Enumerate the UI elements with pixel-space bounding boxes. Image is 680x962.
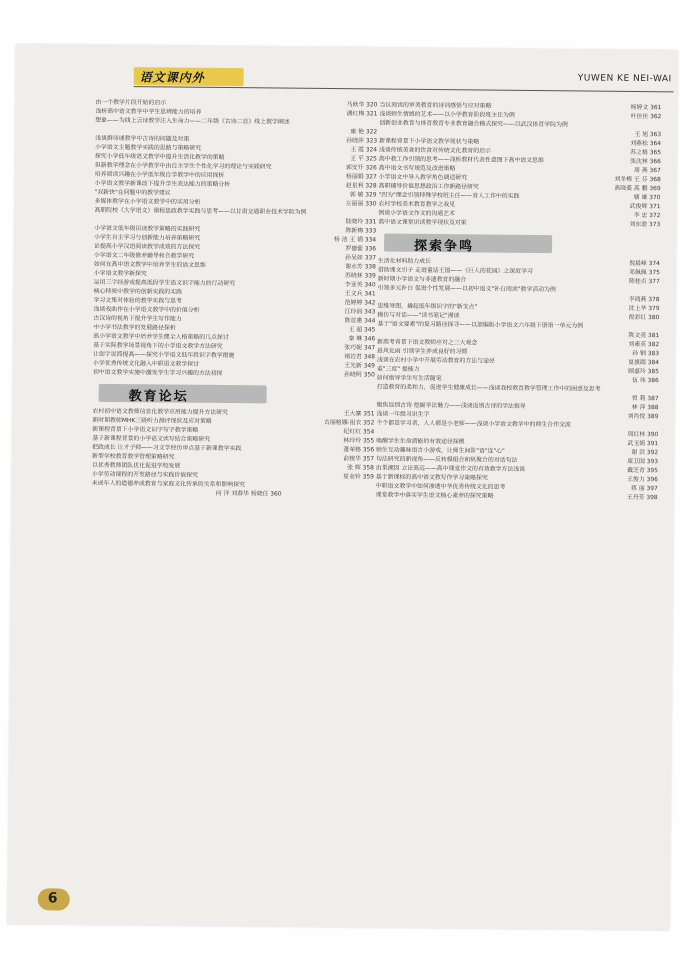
toc-authors: 何 洋 刘春华 杨晓任 360 [215,490,282,498]
header-divider [134,86,674,92]
toc-entry-title: 新课程背景下小学语文识字写字教学策略 [92,426,199,434]
toc-entry-title: 重"三度" 提能力 [376,366,420,373]
toc-entry-author-page: 陈文亮 381 [628,332,660,340]
toc-entry-title: 浅谈戏曲作在小学语文教学中的价值分析 [93,306,200,314]
toc-entry-title: 高职院校《大学语文》课程思政教学实践与思考——以甘肃交通职业技术学院为例 [94,207,307,216]
toc-entry-author-page: 沈上华 379 [628,305,660,313]
toc-entry-author-page: 倪晨峰 374 [629,260,660,268]
toc-entry-author-page: 李 忠 372 [633,212,661,220]
section-title: 教育论坛 [128,389,189,405]
toc-entry-author-page: 高晓菱 高 鹏 369 [614,185,661,193]
toc-entry-author-page: 潘红梅 321 [346,111,378,118]
toc-entry-author-page: 邓佩佩 375 [629,269,660,277]
page-number-badge [38,888,70,910]
toc-entry-title: 把政成长 让才子师——习文学经历审点基于新课教学实践 [92,444,242,453]
toc-entry-title: 小学优秀传统文化融入中职语文教学探讨 [92,360,199,368]
toc-entry-author-page: 杨 洁 王 娟 334 [333,237,377,244]
toc-entry-author-page: 辖 雄 370 [633,194,661,202]
toc-entry-title: 农村初中语文教师信息化教学应用能力提升方法研究 [92,408,228,417]
toc-entry-title: 农村学校美术教育教学之我见 [378,201,456,209]
toc-entry-author-page: 郭安开 326 [345,165,377,172]
toc-entry-author-page: 王 旭 363 [634,131,662,139]
toc-entry-author-page: 王俊力 396 [627,476,658,484]
toc-entry-author-page: 陈新梅 333 [345,228,377,235]
toc-entry-author-page: 古丽格娜·祖衣 352 [324,419,375,427]
toc-entry-title: 例谈小学语文作文的沟通艺术 [378,210,455,218]
toc-entry-title: 创新创业教育与体育教育专业教育融合模式探究——以武汉体育学院为例 [379,120,568,129]
toc-entry-author-page: 林玲玲 355 [343,438,375,445]
toc-entry-title: 小学语文教学新课改下提升学生表达能力的策略分析 [94,180,231,189]
toc-entry-author-page: 左丽丽 330 [345,201,377,208]
toc-list-left-2 [92,408,379,492]
toc-entry-author-page: 刘肖悦 389 [627,413,659,421]
toc-entry-title: 由一个教学片段开始的启示 [95,99,167,107]
toc-entry-title: 思维导图，撬起低年级识字的"新支点" [377,303,478,311]
toc-entry-title: 课堂教学中落实学生语文核心素养的探究策略 [375,492,494,500]
toc-entry-author-page: 苏晓林 339 [344,273,376,280]
toc-entry-author-page: 杨婷文 361 [630,104,662,112]
toc-entry-author-page: 孙吴如 337 [345,255,376,262]
toc-entry-title: 小学语文中导入教学角色调适研究 [378,174,468,182]
logo-text: 语文课内外 [139,70,205,85]
toc-entry-author-page: 林 萍 388 [631,404,659,412]
toc-entry-title: 模仿与对话——"读书笔记"漫谈 [377,312,460,320]
toc-entry-title: 如何指导学生写生活随笔 [376,375,442,383]
toc-entry-title: 小学语文主题教学实践的思路与策略研究 [94,144,202,152]
toc-entry-title: 打造教育的柔和力，促进学生健康成长——浅谈我校教育教学管理工作中的困惑及思考 [376,384,601,393]
toc-entry-title: 新时期小学语文与非遗教育的融合 [377,276,467,284]
toc-entry [93,369,379,381]
magazine-logo [134,67,244,86]
toc-entry-author-page: 王 平 325 [350,156,377,163]
toc-entry-title: 借助课文引子 走进童话王国——《巨人的花园》之深度学习 [377,267,533,275]
toc-right-column [376,101,666,503]
toc-entry-title: 新高考背景下语文教师应对之三大观念 [377,339,478,347]
toc-entry-author-page: 王丹芳 398 [626,494,658,502]
toc-entry [378,218,664,230]
toc-entry [376,491,662,503]
toc-entry-author-page: 王文兵 341 [344,291,376,298]
toc-entry-author-page: 谢水芳 338 [345,264,376,271]
toc-entry-author-page: 伍 伟 386 [631,377,659,385]
toc-entry-author-page: 张巧妮 347 [344,345,376,352]
toc-entry-author-page: 孙 钢 383 [632,350,660,358]
toc-entry-author-page: 武玉娟 391 [627,440,659,448]
toc-entry-author-page: 杨丽娟 327 [345,174,377,181]
section-heading-edu [99,384,267,404]
toc-entry-author-page: 马秋华 320 [346,102,378,109]
toc-entry-author-page: 王 超 345 [348,327,376,334]
toc-entry-author-page: 褚岩君 348 [344,354,376,361]
toc-entry-author-page: 倪彩红 380 [628,314,660,322]
toc-entry-author-page: 俞棱华 357 [343,456,375,463]
toc-entry-title: 想象——为线上云诗教学注入生命力——二年级《古诗二首》线上教学阐述 [95,117,290,126]
toc-entry-title: 以优秀教师团队优化促进学校发展 [91,462,181,470]
toc-entry-title: 论提高小学汉语阅读教学成效的方法探究 [94,243,201,251]
toc-entry-title: 引领多元补白 促进个性发展——以初中语文"补白阅读"教学活动为例 [377,285,556,294]
toc-entry-title: 浅谈传统美食的饮食对传统文化教育的启示 [378,147,491,155]
toc-entry-title: 小学生自主学习与创新能力培养策略研究 [94,234,201,242]
toc-entry-title: 基于"语文要素"的复习路径探寻——以部编版小学语文六年级下册第一单元为例 [377,321,584,330]
toc-entry-title: 让创字说简提高——探究小学语文低年段识字教学措施 [92,351,235,360]
toc-entry-title: 多媒体教学在小学语文教学中的实用分析 [94,198,201,206]
toc-entry-title: 高小学语文教学中培养学生健全人格策略的几点探讨 [93,333,229,342]
toc-entry-author-page: 赵星利 328 [345,183,377,190]
toc-entry-title: 浅谈师生情感的艺术——以小学教育阶段班主任为例 [379,111,515,119]
toc-entry-title: 基于新课程背景的小学语文读写结合策略研究 [92,435,211,443]
toc-entry-title: 基于新课标的高中语文教写作学习策略探究 [375,474,488,482]
toc-entry-title: 高中语文课堂识读教学现状及对策 [378,219,467,227]
magazine-page [8,44,678,930]
toc-entry-title: 悬风化雨 引领学生养成良好的习惯 [377,348,468,356]
toc-entry-author-page: 陈首惠 344 [344,318,376,325]
toc-entry-author-page: 叶佳佳 362 [630,113,662,121]
toc-entry-author-page: 王光新 349 [344,363,375,370]
toc-entry-title: 中职语文教学中如何渗透中华优秀传统文化的思考 [375,483,506,491]
header-title: YUWEN KE NEI-WAI [577,73,672,85]
toc-entry-title: 小学语文低年级识读教学策略的实践研究 [94,225,201,233]
toc-entry-author-page: 董荣格 356 [343,447,375,454]
toc-entry-title: 学习文集对体验的教学实践与思考 [93,297,182,305]
toc-entry-author-page: 夏金铃 359 [343,474,374,481]
toc-left-column [92,99,382,504]
toc-entry-author-page: 刘东盈 373 [629,221,661,229]
toc-entry-author-page: 周红林 390 [627,431,659,439]
toc-entry-author-page: 范婷婷 342 [344,300,376,307]
toc-entry-author-page: 康 艳 322 [350,129,378,136]
toc-entry-title: 师生互动趣味语言小游戏，让师生间阶"语"连"心" [376,447,505,455]
toc-entry-title: 新课程背景下小学语文教学现状与策略 [379,138,480,146]
toc-entry-author-page: 秦 琳 346 [348,336,376,343]
toc-entry-title: 由果溯因 立论高远——高中课堂作文的有效教学方法浅谈 [375,465,526,473]
toc-entry-author-page: 张沈林 366 [630,158,661,166]
toc-entry-title: "双新快"在问题中的教学建议 [94,189,171,197]
toc-entry-title: 高职辅导价值思想政治工作新路径研究 [378,183,479,191]
toc-entry-title: 浅谈群诗诵教学中古诗的问题及对策 [95,135,190,143]
toc-entry-author-page: 周 燕 367 [633,167,661,175]
toc-entry-author-page: 罗德蕾 336 [345,246,377,253]
toc-entry-author-page: 戴芝青 395 [627,467,658,475]
toc-entry-title: 句法研究的新视角——反转模组合和纵聚合的对话句法 [375,456,518,464]
toc-entry-author-page: 江玲润 343 [344,309,376,316]
toc-entry [92,489,378,504]
page-number: 6 [47,890,58,907]
toc-entry-title: 初中语文教学实施中激发学生学习兴趣的方法初探 [92,369,223,377]
toc-entry-author-page: 曾 莉 387 [631,395,659,403]
toc-entry-author-page: 苏之格 365 [630,149,662,157]
toc-entry-title: 聚焦返别古诗 挖掘学法魅力——浅谈返别古诗的学法指导 [376,402,526,410]
toc-entry-title: 如何在高中语文教学中培养学生的语文思维 [93,261,206,269]
toc-entry-title: 浅谈一年级习识生字 [376,411,430,418]
toc-entry-title: 唤醒学生生命潜能的有效途径探微 [376,438,465,446]
toc-entry-author-page: 刘冬梅 王 芬 368 [614,176,661,184]
toc-entry-title: 培养阅读兴趣在小学低年级自学教学中的应用探析 [94,171,225,180]
toc-entry-author-page: 刘素英 382 [628,341,660,349]
toc-entry-title: 古汉诗的视角下提升学生写作能力 [93,315,182,323]
toc-entry-title: 未成年人的道德养成教育与家庭文化传承的关系和影响探究 [91,480,245,489]
toc-entry-author-page: 武俊辉 371 [629,203,661,211]
toc-entry-author-page: 李亚英 340 [344,282,376,289]
toc-entry-author-page: 孙晓萍 323 [346,138,378,145]
toc-entry-title: 高中教工作引领的思考——浅析教材代表性意图下高中语文思维 [378,156,544,165]
toc-entry-title: 生活化材料助力成长 [377,258,431,265]
toc-entry-title: 但新教学理念在小学教学中由自主学生个性化学习的理论与实践研究 [94,162,272,171]
toc-entry-author-page: 夏旗圆 384 [628,359,659,367]
toc-entry-title: 基于实际教学场景视角下的小学语文教学方法研究 [93,342,223,350]
toc-entry-title: 浅谈在农村小学中开展劳动教育的方法与途径 [376,357,495,365]
toc-entry-author-page: 王大寨 351 [343,411,375,418]
toc-entry-title: 新型学校教育教学管理策略研究 [92,453,175,461]
toc-entry-title: "四为"理念引领特殊学校班主任——育人工作中的实践 [378,192,520,200]
toc-list-right [378,101,665,230]
toc-entry-author-page: 顾嘉玲 385 [628,368,659,376]
toc-entry-title: 浅析高中语文教学中学生思辨能力的培养 [95,108,202,116]
toc-entry-title: 中小学书法教学的发展路径探析 [93,324,176,332]
toc-entry-author-page: 纪红红 354 [343,429,375,436]
section-heading-explore [384,234,552,254]
toc-entry-title: 当议阅读的审美教育的诗词感悟与应对策略 [379,102,492,110]
toc-entry-author-page: 张 辉 358 [347,465,374,472]
toc-entry-author-page: 王 霞 324 [350,147,378,154]
toc-list-left [93,99,382,381]
toc-entry-title: 个个都是学习者，人人都是小老师——浅谈小学语文教学中的师生合作交流 [376,420,571,429]
page-header [16,44,678,90]
toc-entry-title: 新时期教师MHK三级听力测评现状及应对策略 [92,417,212,425]
toc-entry-author-page: 陈桂贞 377 [628,278,660,286]
toc-entry-title: 运用三字经游戏提高低段学生语文识字能力的行动研究 [93,279,236,288]
toc-entry-title: 高中语文书写规范及改进策略 [378,165,456,173]
toc-entry-title: 小学语文教学新探究 [93,270,147,278]
toc-entry-title: 小学语文二年级修养辅导和合教学研究 [93,252,195,260]
toc-entry-author-page: 谢 洪 392 [631,449,659,457]
toc-entry-author-page: 刘燕松 364 [630,140,662,148]
toc-entry-author-page: 李鸿燕 378 [628,296,660,304]
toc-entry-title: 核心特质中教学的创新实践的实践 [93,288,183,296]
toc-entry-author-page: 蒋 丽 397 [630,485,658,493]
toc-entry-author-page: 陆晓玲 331 [345,219,377,226]
toc-entry-author-page: 庞卫国 393 [627,458,659,466]
section-title: 探索争鸣 [414,238,475,255]
toc-entry-title: 探究小学低年级语文教学中提升生活化教学的策略 [94,153,225,162]
toc-entry-title: 小学劳动课程的开发路径与实践价值探究 [91,471,198,479]
toc-entry-author-page: 孙晓明 350 [344,372,375,379]
toc-entry-author-page: 郭 敏 329 [349,192,377,199]
toc-list-right-2 [376,257,664,503]
